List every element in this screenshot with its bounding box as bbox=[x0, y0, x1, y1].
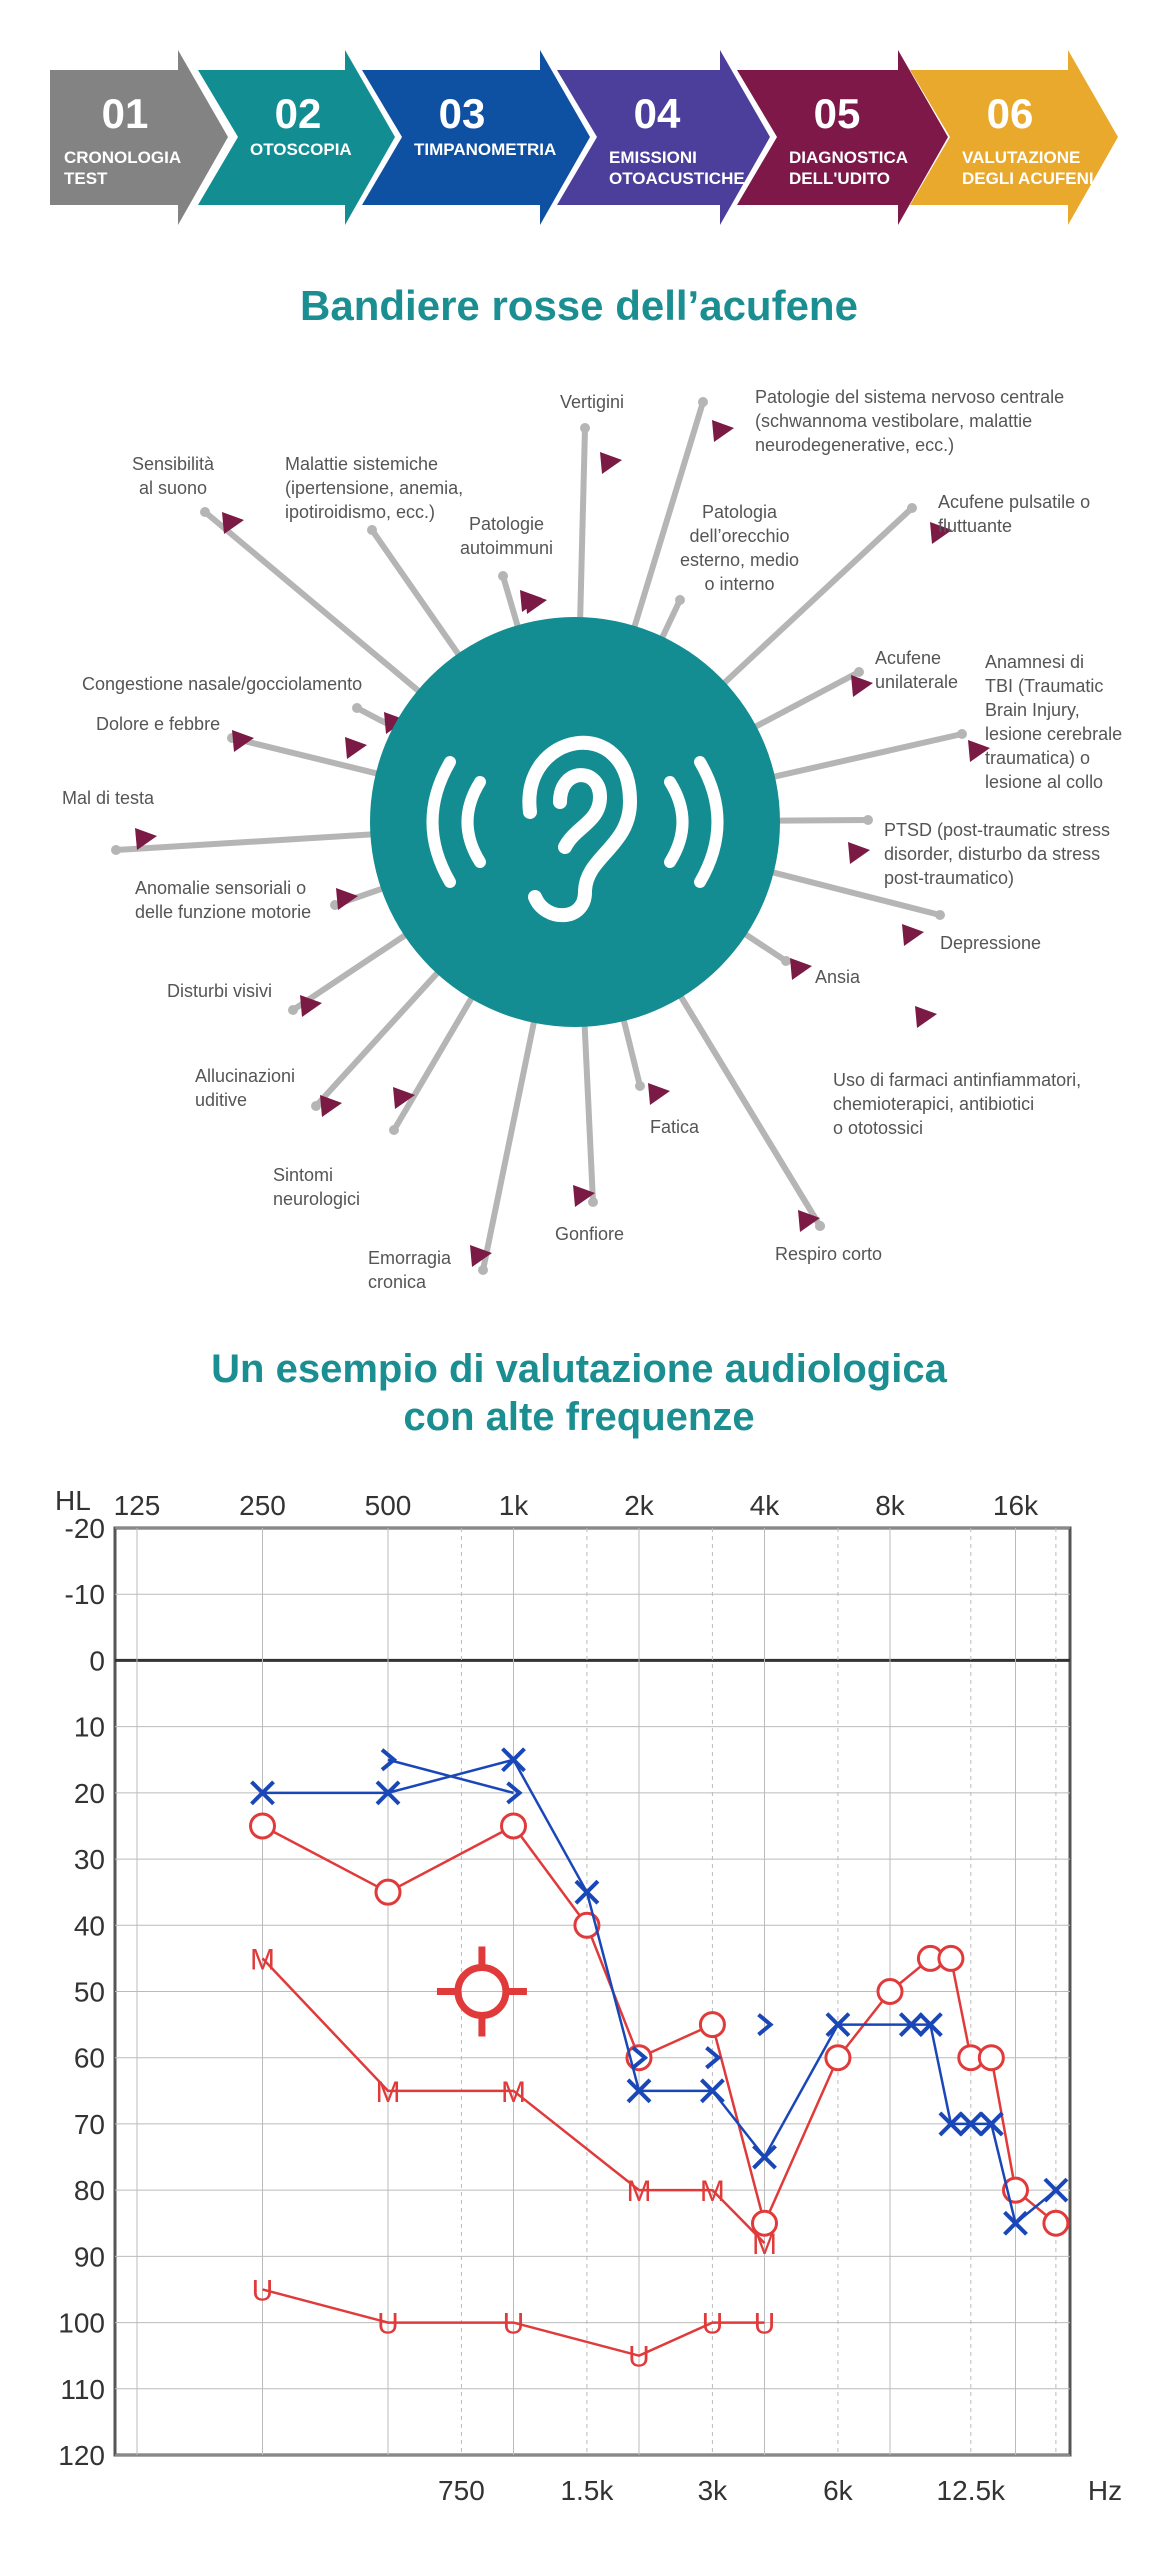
step-label-01: CRONOLOGIA bbox=[64, 148, 182, 167]
y-tick: -20 bbox=[64, 1513, 105, 1544]
flag-label-autoimmuni: Patologie autoimmuni bbox=[460, 514, 554, 558]
flag-label-sistemiche: Malattie sistemiche (ipertensione, anemia, ipotiroidismo, ecc.) bbox=[285, 454, 464, 522]
flag-pole-tip bbox=[498, 571, 508, 581]
flag-label-ansia: Ansia bbox=[815, 967, 861, 987]
process-arrows bbox=[0, 0, 1158, 230]
x-tick-bottom: 6k bbox=[823, 2475, 853, 2506]
flag-pole-tip bbox=[698, 397, 708, 407]
x-tick-top: 250 bbox=[239, 1490, 286, 1521]
flag-pole-tip bbox=[635, 1081, 645, 1091]
data-point: M bbox=[752, 2228, 777, 2262]
flag-pole bbox=[584, 1007, 593, 1202]
step-label-01: TEST bbox=[64, 169, 108, 188]
flag-pole bbox=[755, 734, 962, 781]
y-tick: 50 bbox=[73, 1976, 105, 2008]
data-point bbox=[502, 1814, 526, 1838]
flag-pole-tip bbox=[854, 667, 864, 677]
flag-label-neurologici: Sintomi neurologici bbox=[273, 1165, 361, 1209]
y-axis-label: HL bbox=[55, 1485, 91, 1516]
x-tick-top: 2k bbox=[624, 1490, 654, 1521]
data-point: U bbox=[753, 2307, 776, 2341]
flag-label-allucinazioni: Allucinazioni uditive bbox=[195, 1066, 296, 1110]
data-point bbox=[878, 1980, 902, 2004]
data-point bbox=[376, 1880, 400, 1904]
flag-label-gonfiore: Gonfiore bbox=[555, 1224, 625, 1244]
red-flag-icon bbox=[790, 958, 812, 980]
y-tick: 110 bbox=[60, 2373, 105, 2405]
flag-label-sensibilita: Sensibilità al suono bbox=[132, 454, 215, 498]
x-tick-top: 4k bbox=[749, 1490, 780, 1521]
step-label-06: VALUTAZIONE bbox=[962, 148, 1081, 167]
flag-label-dolore: Dolore e febbre bbox=[96, 714, 221, 734]
flag-pole bbox=[116, 833, 390, 850]
flag-pole bbox=[483, 1003, 538, 1270]
flags-title: Bandiere rosse dell’acufene bbox=[300, 282, 858, 329]
flag-pole-tip bbox=[288, 1005, 298, 1015]
flag-pole-tip bbox=[935, 910, 945, 920]
x-tick-bottom: 1.5k bbox=[560, 2475, 614, 2506]
flag-pole-tip bbox=[907, 503, 917, 513]
red-flag-icon bbox=[600, 452, 622, 474]
x-tick-top: 125 bbox=[113, 1490, 161, 1521]
data-point: M bbox=[375, 2075, 401, 2109]
flag-pole bbox=[293, 925, 421, 1010]
red-flag-icon bbox=[848, 842, 870, 864]
step-number-03: 03 bbox=[438, 90, 486, 137]
flag-pole-tip bbox=[580, 423, 590, 433]
step-number-05: 05 bbox=[813, 90, 861, 137]
x-tick-top: 16k bbox=[992, 1490, 1039, 1521]
step-label-06: DEGLI ACUFENI bbox=[962, 169, 1094, 188]
flag-label-unilaterale: Acufene unilaterale bbox=[875, 648, 959, 692]
flag-label-fatica: Fatica bbox=[650, 1117, 700, 1137]
step-number-06: 06 bbox=[986, 90, 1034, 137]
red-flag-icon bbox=[320, 1095, 342, 1117]
flag-pole-tip bbox=[111, 845, 121, 855]
flag-label-visivi: Disturbi visivi bbox=[167, 981, 273, 1001]
step-label-02: OTOSCOPIA bbox=[250, 140, 352, 159]
y-tick: 10 bbox=[73, 1711, 105, 1743]
step-arrow-03 bbox=[362, 50, 590, 225]
flag-label-ptsd: PTSD (post-traumatic stress disorder, disturbo da stress post-traumatico) bbox=[884, 820, 1111, 888]
y-tick: 20 bbox=[73, 1777, 105, 1809]
x-tick-bottom: 12.5k bbox=[936, 2475, 1006, 2506]
flag-pole bbox=[372, 530, 469, 670]
red-flag-icon bbox=[851, 675, 873, 697]
data-point: U bbox=[377, 2307, 399, 2341]
flag-pole bbox=[671, 980, 820, 1226]
flag-pole-tip bbox=[863, 815, 873, 825]
flag-label-snc: Patologie del sistema nervoso centrale (schwannoma vestibolare, malattie neurodegenerative, ecc.) bbox=[755, 387, 1065, 455]
flag-label-tbi: Anamnesi di TBI (Traumatic Brain Injury, lesione cerebrale traumatica) o lesione al collo bbox=[985, 652, 1123, 792]
data-point: U bbox=[251, 2274, 274, 2308]
flag-pole-tip bbox=[815, 1221, 825, 1231]
y-tick: 40 bbox=[73, 1910, 105, 1942]
x-axis-unit: Hz bbox=[1087, 2475, 1123, 2506]
audiogram bbox=[0, 1460, 1158, 2560]
process-steps bbox=[0, 0, 1158, 230]
data-point bbox=[700, 2013, 724, 2037]
x-tick-top: 1k bbox=[498, 1490, 529, 1521]
step-label-03: TIMPANOMETRIA bbox=[414, 140, 557, 159]
data-point: M bbox=[501, 2075, 526, 2109]
step-label-05: DELL'UDITO bbox=[789, 169, 891, 188]
flag-label-sensoriali: Anomalie sensoriali o delle funzione motorie bbox=[135, 878, 312, 922]
flag-label-testa: Mal di testa bbox=[62, 788, 155, 808]
step-number-04: 04 bbox=[633, 90, 681, 137]
flag-pole-tip bbox=[478, 1265, 488, 1275]
data-point bbox=[939, 1946, 963, 1970]
data-point bbox=[826, 2046, 850, 2070]
flag-label-orecchio: Patologia dell’orecchio esterno, medio o interno bbox=[680, 502, 800, 594]
red-flag-icon bbox=[648, 1083, 670, 1105]
flag-label-emorragia: Emorragia cronica bbox=[368, 1248, 452, 1292]
x-tick-bottom: 3k bbox=[697, 2475, 728, 2506]
flag-pole-tip bbox=[675, 595, 685, 605]
audio-title: Un esempio di valutazione audiologica con alte frequenze bbox=[211, 1347, 947, 1439]
step-number-01: 01 bbox=[101, 90, 149, 137]
flag-pole-tip bbox=[781, 956, 791, 966]
flag-label-congestione: Congestione nasale/gocciolamento bbox=[82, 674, 363, 694]
y-tick: 70 bbox=[73, 2108, 105, 2140]
data-point: U bbox=[628, 2340, 650, 2374]
step-arrow-01 bbox=[50, 50, 228, 225]
x-tick-top: 500 bbox=[364, 1490, 412, 1521]
x-tick-top: 8k bbox=[875, 1490, 905, 1521]
y-tick: 120 bbox=[58, 2440, 105, 2471]
red-flag-icon bbox=[902, 924, 924, 946]
flag-pole-tip bbox=[367, 525, 377, 535]
y-tick: 30 bbox=[73, 1844, 105, 1876]
flag-pole bbox=[739, 672, 859, 736]
flag-pole bbox=[580, 428, 585, 637]
flag-label-farmaci: Uso di farmaci antinfiammatori, chemioterapici, antibiotici o ototossici bbox=[833, 1070, 1082, 1138]
flag-pole bbox=[232, 738, 395, 778]
red-flag-icon bbox=[712, 420, 734, 442]
flag-pole-tip bbox=[352, 703, 362, 713]
red-flag-icon bbox=[345, 737, 367, 759]
flag-label-respiro: Respiro corto bbox=[775, 1244, 883, 1264]
y-tick: 0 bbox=[89, 1645, 105, 1677]
y-tick: -10 bbox=[64, 1579, 105, 1611]
step-label-05: DIAGNOSTICA bbox=[789, 148, 908, 167]
flag-pole-tip bbox=[389, 1125, 399, 1135]
step-label-04: OTOACUSTICHE bbox=[609, 169, 745, 188]
data-point: M bbox=[250, 1943, 275, 1977]
data-point: M bbox=[626, 2175, 652, 2209]
data-point bbox=[979, 2046, 1003, 2070]
data-point bbox=[1044, 2211, 1068, 2235]
red-flag-icon bbox=[915, 1006, 937, 1028]
data-point bbox=[251, 1814, 275, 1838]
flag-pole-tip bbox=[311, 1101, 321, 1111]
flag-pole-tip bbox=[200, 507, 210, 517]
step-number-02: 02 bbox=[274, 90, 322, 137]
flag-label-vertigini: Vertigini bbox=[560, 392, 625, 412]
y-tick: 90 bbox=[73, 2241, 105, 2273]
flag-label-pulsatile: Acufene pulsatile o fluttuante bbox=[938, 492, 1091, 536]
data-point: U bbox=[502, 2307, 525, 2341]
data-point: U bbox=[701, 2307, 724, 2341]
step-label-04: EMISSIONI bbox=[609, 148, 697, 167]
y-tick: 100 bbox=[58, 2307, 105, 2339]
y-tick: 60 bbox=[73, 2042, 105, 2074]
flag-pole-tip bbox=[588, 1197, 598, 1207]
y-tick: 80 bbox=[73, 2175, 105, 2207]
data-point: M bbox=[699, 2175, 725, 2209]
red-flag-icon bbox=[222, 512, 244, 534]
flag-pole-tip bbox=[957, 729, 967, 739]
flag-label-depressione: Depressione bbox=[940, 933, 1042, 953]
x-tick-bottom: 750 bbox=[438, 2475, 485, 2506]
